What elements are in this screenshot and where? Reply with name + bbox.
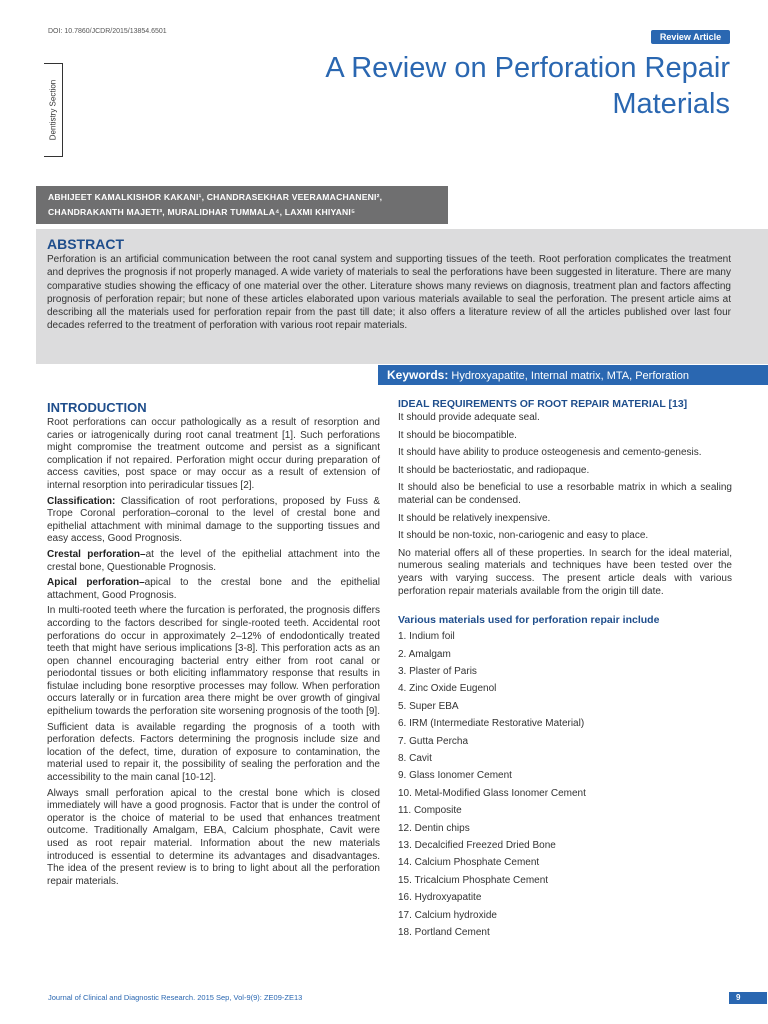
list-item: 2. Amalgam (398, 648, 451, 660)
list-item: 10. Metal-Modified Glass Ionomer Cement (398, 787, 586, 799)
classification-label: Classification: (47, 495, 116, 507)
article-type-badge: Review Article (651, 30, 730, 44)
crestal-label: Crestal perforation– (47, 548, 146, 560)
requirements-summary: No material offers all of these properties. In search for the ideal material, numerous sealing materials and techniques have been tested over the years with varying success. The present article deals with various perforation repair materials available from the origin till date. (398, 547, 732, 597)
keywords-bar (378, 365, 768, 385)
abstract-text: Perforation is an artificial communication between the root canal system and supporting tissues of the teeth. Root perforation complicates the treatment and deprives the prognosis if not properly managed. A wide variety of materials to seal the perforations have been suggested in literature. There are many comparative studies showing the efficacy of one material over the other. Literature shows many reviews on diagnosis, treatment plan and factors affecting prognosis of perforation repair; but none of these articles elaborated upon various materials available to seal the perforation. The present article aims at describing all the materials used for perforation repair from the past till date; it also offers a literature review of all the articles published over last four decades referred to the treatment of perforation with various root repair materials. (47, 254, 731, 332)
requirement-item: It should be bacteriostatic, and radiopaque. (398, 464, 590, 476)
right-column (398, 398, 732, 941)
list-item: 18. Portland Cement (398, 927, 490, 939)
section-tab (44, 63, 63, 157)
article-title: A Review on Perforation Repair Materials (325, 52, 730, 120)
introduction-heading: INTRODUCTION (47, 400, 147, 415)
intro-paragraph-2: In multi-rooted teeth where the furcation is perforated, the prognosis differs according to the factors described for single-rooted teeth. Accidental root perforations do occur in approximately 2–12% of endodontically treated teeth that might have serious implications [3-8]. This perforation acts as an open channel encouraging bacterial entry either from root canal or periodontal tissues or both eliciting inflammatory response that results in fistulae including bone resorptive processes may follow. When perforation occurs laterally or in furcation area there might be over growth of gingival epithelium towards the perforation site worsening prognosis of the tooth [9]. (47, 605, 380, 718)
intro-paragraph-4: Always small perforation apical to the crestal bone which is closed immediately will have a good prognosis. Factor that is under the control of operator is the choice of material to be used that enhances treatment outcome. Traditionally Amalgam, EBA, Calcium phosphate, Cavit were used as root repair material. Information about the new materials introduced is essential to determine its advantages and disadvantages. The idea of the present review is to bring to light about all the perforation repair materials. (47, 787, 380, 887)
list-item: 13. Decalcified Freezed Dried Bone (398, 840, 556, 851)
requirement-item: It should have ability to produce osteogenesis and cemento-genesis. (398, 447, 702, 459)
keywords-label: Keywords: (387, 368, 449, 382)
materials-list (398, 628, 732, 941)
crestal-paragraph (47, 549, 380, 574)
list-item: 5. Super EBA (398, 700, 459, 712)
materials-heading: Various materials used for perforation repair include (398, 614, 660, 627)
left-column (47, 400, 380, 891)
section-label: Dentistry Section (48, 79, 58, 141)
intro-paragraph-1: Root perforations can occur pathologically as a result of resorption and caries or iatrogenically during root canal treatment [1]. Such perforations might compromise the treatment outcome and persist as a significant complication if not repaired. Perforation might occur during preparation of access cavities, post space or may occur as a result of extension of internal resorption into periradicular tissues [2]. (47, 417, 380, 491)
page-number: 9 (729, 992, 767, 1004)
doi-text: DOI: 10.7860/JCDR/2015/13854.6501 (48, 28, 167, 35)
requirement-item: It should provide adequate seal. (398, 412, 540, 423)
requirement-item: It should be biocompatible. (398, 429, 517, 441)
classification-text: Classification of root perforations, proposed by Fuss & Trope Coronal perforation–coronal to the level of crestal bone and epithelial attachment with minimal damage to the supporting tissues and easy access, Good Prognosis. (47, 495, 380, 545)
keywords-text: Hydroxyapatite, Internal matrix, MTA, Perforation (451, 370, 690, 382)
requirement-item: It should be relatively inexpensive. (398, 512, 551, 524)
list-item: 1. Indium foil (398, 631, 455, 643)
list-item: 3. Plaster of Paris (398, 665, 477, 677)
footer-journal: Journal of Clinical and Diagnostic Research. 2015 Sep, Vol-9(9): ZE09-ZE13 (48, 993, 303, 1002)
list-item: 15. Tricalcium Phosphate Cement (398, 874, 549, 886)
list-item: 6. IRM (Intermediate Restorative Material) (398, 718, 585, 730)
abstract-heading: ABSTRACT (47, 236, 124, 252)
requirements-heading: IDEAL REQUIREMENTS OF ROOT REPAIR MATERIAL [13] (398, 398, 688, 410)
list-item: 8. Cavit (398, 752, 432, 764)
list-item: 14. Calcium Phosphate Cement (398, 857, 540, 869)
list-item: 11. Composite (398, 805, 462, 817)
authors-bar (36, 186, 448, 224)
apical-label: Apical perforation– (47, 577, 145, 589)
authors-line-1: ABHIJEET KAMALKISHOR KAKANI¹, CHANDRASEKHAR VEERAMACHANENI², (48, 192, 383, 202)
apical-paragraph (47, 577, 380, 602)
list-item: 12. Dentin chips (398, 822, 470, 834)
list-item: 17. Calcium hydroxide (398, 909, 497, 921)
requirement-item: It should also be beneficial to use a resorbable matrix in which a sealing material can be condensed. (398, 482, 732, 506)
list-item: 9. Glass Ionomer Cement (398, 770, 512, 782)
requirement-item: It should be non-toxic, non-cariogenic and easy to place. (398, 530, 649, 542)
intro-paragraph-3: Sufficient data is available regarding the prognosis of a tooth with perforation defects. Factors determining the prognosis include size and location of the defect, time, duration of exposure to contamination, the material used to repair it, the possibility of sealing the perforation and the accessibility to the main canal [10-12]. (47, 721, 380, 784)
list-item: 4. Zinc Oxide Eugenol (398, 683, 497, 695)
authors-line-2: CHANDRAKANTH MAJETI³, MURALIDHAR TUMMALA⁴, LAXMI KHIYANI⁵ (48, 207, 356, 217)
list-item: 7. Gutta Percha (398, 735, 469, 747)
crestal-text: at the level of the epithelial attachment into the crestal bone, Questionable Prognosis. (47, 548, 381, 573)
list-item: 16. Hydroxyapatite (398, 892, 482, 904)
apical-text: apical to the crestal bone and the epithelial attachment, Good Prognosis. (47, 577, 380, 601)
classification-paragraph (47, 496, 380, 546)
